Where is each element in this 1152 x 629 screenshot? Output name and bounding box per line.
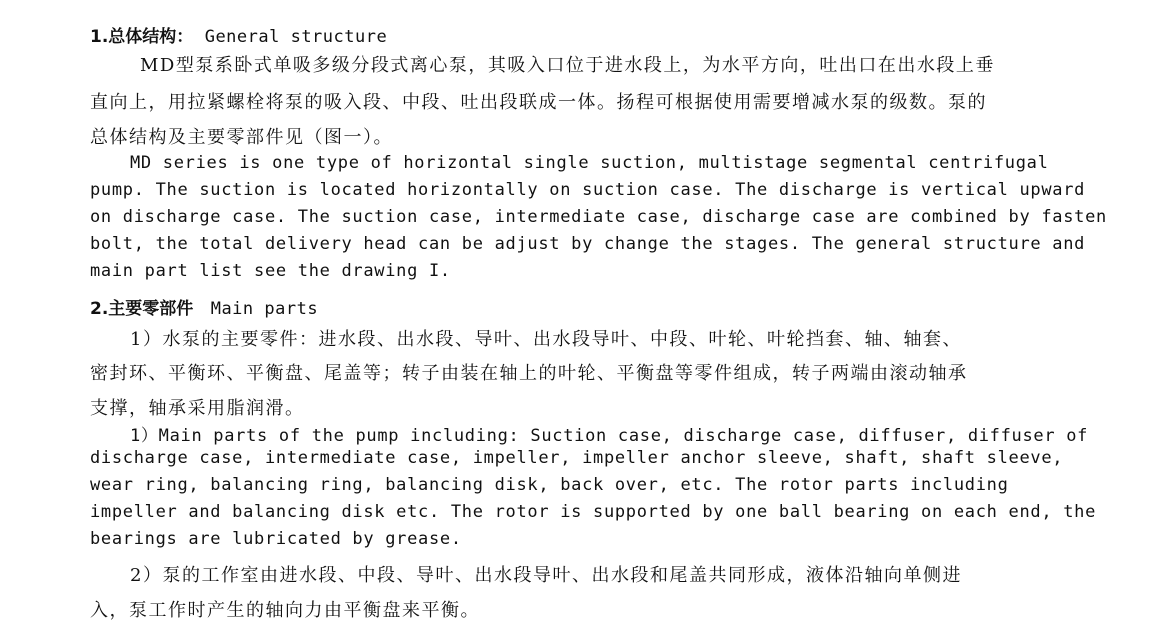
paragraph-line: 直向上，用拉紧螺栓将泵的吸入段、中段、吐出段联成一体。扬程可根据使用需要增减水泵的级数。泵的 — [90, 92, 987, 113]
paragraph-line: 1）Main parts of the pump including: Suction case, discharge case, diffuser, diffuser of — [130, 426, 1089, 446]
section-1-heading-cn: 1.总体结构： — [90, 27, 194, 47]
section-2-heading-cn: 2.主要零部件 — [90, 299, 194, 319]
paragraph-line: 总体结构及主要零部件见（图一）。 — [90, 127, 393, 148]
paragraph-line: wear ring, balancing ring, balancing disk, back over, etc. The rotor parts including — [90, 475, 1009, 495]
paragraph-line: bearings are lubricated by grease. — [90, 529, 462, 549]
paragraph-line: 支撑，轴承采用脂润滑。 — [90, 398, 305, 419]
paragraph-line: on discharge case. The suction case, intermediate case, discharge case are combined by fasten — [90, 207, 1107, 227]
section-1-heading — [90, 22, 387, 47]
paragraph-line: impeller and balancing disk etc. The rotor is supported by one ball bearing on each end, the — [90, 502, 1097, 522]
paragraph-line: 1）水泵的主要零件：进水段、出水段、导叶、出水段导叶、中段、叶轮、叶轮挡套、轴、轴套、 — [130, 329, 962, 350]
paragraph-line: MD型泵系卧式单吸多级分段式离心泵，其吸入口位于进水段上，为水平方向，吐出口在出水段上垂 — [140, 55, 995, 76]
paragraph-line: MD series is one type of horizontal single suction, multistage segmental centrifugal — [130, 153, 1049, 173]
paragraph-line: discharge case, intermediate case, impeller, impeller anchor sleeve, shaft, shaft sleeve, — [90, 448, 1064, 468]
cropped-next-line — [0, 622, 1152, 629]
paragraph-line: main part list see the drawing I. — [90, 261, 451, 281]
paragraph-line: 入，泵工作时产生的轴向力由平衡盘来平衡。 — [90, 600, 480, 621]
paragraph-line: bolt, the total delivery head can be adjust by change the stages. The general structure and — [90, 234, 1086, 254]
section-2-heading — [90, 294, 318, 319]
paragraph-line: 密封环、平衡环、平衡盘、尾盖等；转子由装在轴上的叶轮、平衡盘等零件组成，转子两端由滚动轴承 — [90, 363, 968, 384]
paragraph-line: pump. The suction is located horizontally on suction case. The discharge is vertical upward — [90, 180, 1086, 200]
paragraph-line: 2）泵的工作室由进水段、中段、导叶、出水段导叶、出水段和尾盖共同形成，液体沿轴向单侧进 — [130, 565, 962, 586]
section-1-heading-en: General structure — [204, 27, 388, 47]
section-2-heading-en: Main parts — [210, 299, 319, 319]
